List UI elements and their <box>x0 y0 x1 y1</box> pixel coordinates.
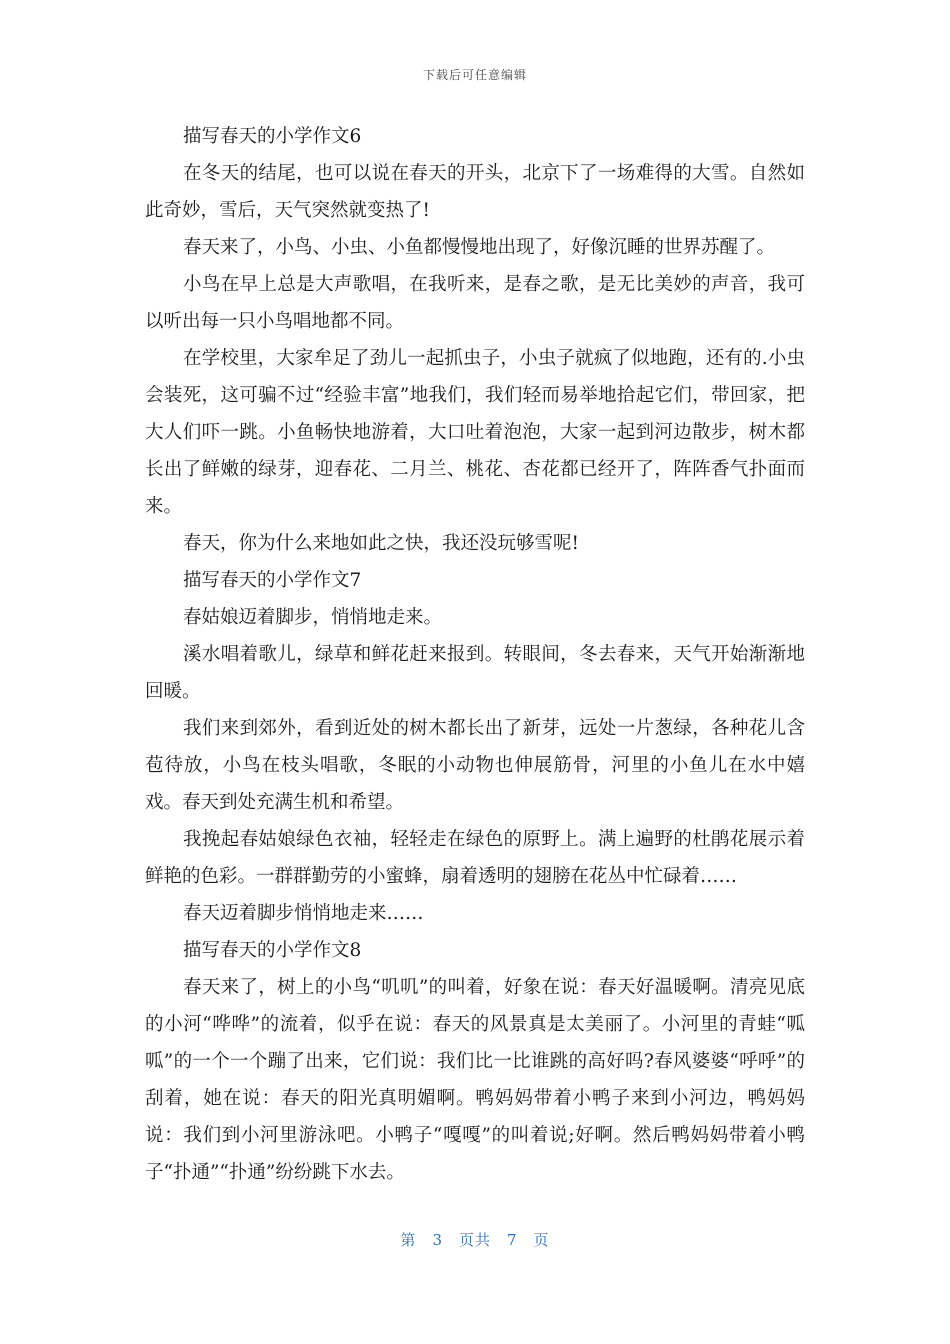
paragraph: 春天，你为什么来地如此之快，我还没玩够雪呢! <box>183 533 579 554</box>
paragraph: 春姑娘迈着脚步，悄悄地走来。 <box>183 607 443 628</box>
paragraph: 小鸟在早上总是大声歌唱，在我听来，是春之歌，是无比美妙的声音，我可以听出每一只小鸟唱地都不同。 <box>145 274 805 332</box>
section-title: 描写春天的小学作文8 <box>183 940 362 961</box>
section-title: 描写春天的小学作文6 <box>183 126 362 147</box>
header-note: 下载后可任意编辑 <box>422 68 527 82</box>
footer-prefix: 第 <box>400 1231 417 1249</box>
paragraph: 溪水唱着歌儿，绿草和鲜花赶来报到。转眼间，冬去春来，天气开始渐渐地回暖。 <box>145 644 805 702</box>
document-body <box>145 118 805 1191</box>
paragraph: 春天迈着脚步悄悄地走来…… <box>183 903 424 924</box>
page-footer <box>0 1229 950 1250</box>
paragraph: 春天来了，树上的小鸟“叽叽”的叫着，好象在说：春天好温暖啊。清亮见底的小河“哗哗”的流着，似乎在说：春天的风景真是太美丽了。小河里的青蛙“呱呱”的一个一个蹦了出来，它们说：我们比一比谁跳的高好吗?春风婆婆“呼呼”的刮着，她在说：春天的阳光真明媚啊。鸭妈妈带着小鸭子来到小河边，鸭妈妈说：我们到小河里游泳吧。小鸭子“嘎嘎”的叫着说;好啊。然后鸭妈妈带着小鸭子“扑通”“扑通”纷纷跳下水去。 <box>145 977 805 1183</box>
section-title: 描写春天的小学作文7 <box>183 570 362 591</box>
footer-suffix: 页 <box>533 1231 550 1249</box>
footer-total-pages: 7 <box>507 1231 518 1249</box>
paragraph: 我挽起春姑娘绿色衣袖，轻轻走在绿色的原野上。满上遍野的杜鹃花展示着鲜艳的色彩。一群群勤劳的小蜜蜂，扇着透明的翅膀在花丛中忙碌着…… <box>145 829 805 887</box>
footer-page-number: 3 <box>432 1231 443 1249</box>
paragraph: 我们来到郊外，看到近处的树木都长出了新芽，远处一片葱绿，各种花儿含苞待放，小鸟在枝头唱歌，冬眠的小动物也伸展筋骨，河里的小鱼儿在水中嬉戏。春天到处充满生机和希望。 <box>145 718 805 813</box>
paragraph: 春天来了，小鸟、小虫、小鱼都慢慢地出现了，好像沉睡的世界苏醒了。 <box>183 237 776 258</box>
footer-middle: 页共 <box>458 1231 491 1249</box>
paragraph: 在冬天的结尾，也可以说在春天的开头，北京下了一场难得的大雪。自然如此奇妙，雪后，天气突然就变热了! <box>145 163 805 221</box>
paragraph: 在学校里，大家牟足了劲儿一起抓虫子，小虫子就疯了似地跑，还有的.小虫会装死，这可骗不过“经验丰富”地我们，我们轻而易举地拾起它们，带回家，把大人们吓一跳。小鱼畅快地游着，大口吐着泡泡，大家一起到河边散步，树木都长出了鲜嫩的绿芽，迎春花、二月兰、桃花、杏花都已经开了，阵阵香气扑面而来。 <box>145 348 805 517</box>
